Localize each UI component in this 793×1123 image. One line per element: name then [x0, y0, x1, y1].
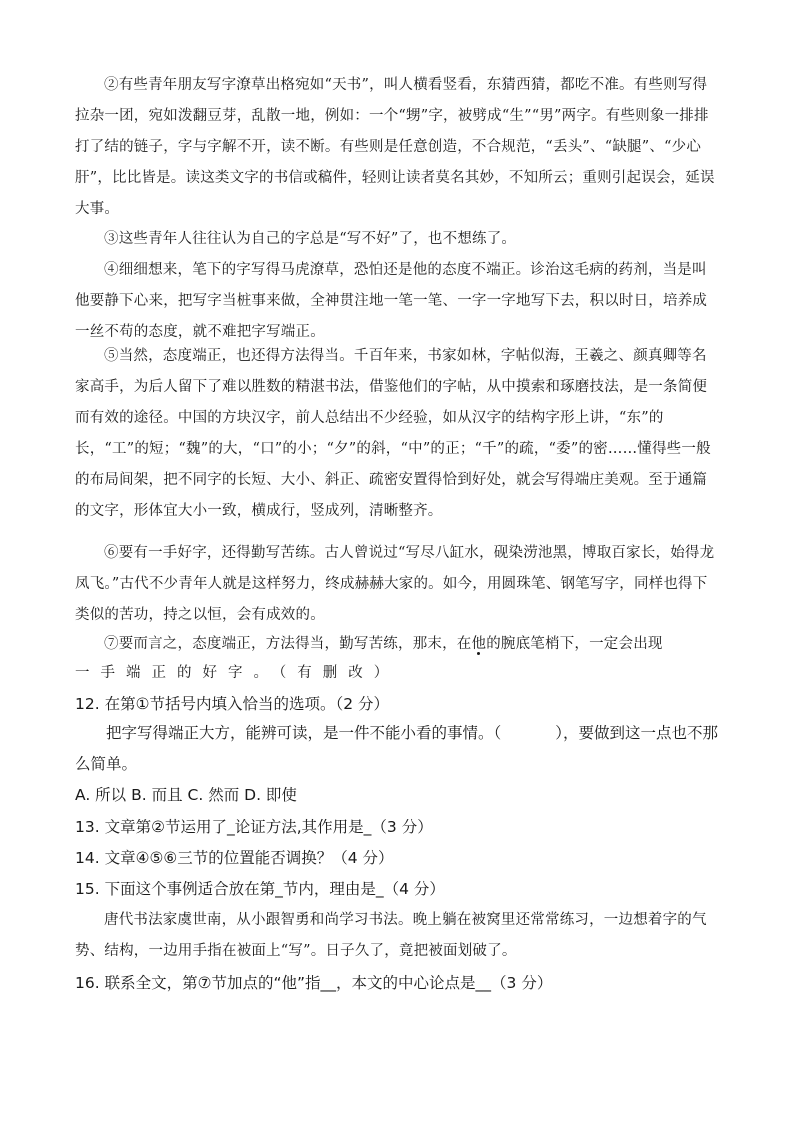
question-12-options: A. 所以 B. 而且 C. 然而 D. 即使	[75, 786, 297, 804]
paragraph-7-text-b: 的腕底笔梢下，一定会出现	[486, 636, 663, 652]
passage-paragraph-2: ②有些青年朋友写字潦草出格宛如“天书”，叫人横看竖看，东猜西猜，都吃不准。有些则写得拉杂一团，宛如泼翻豆芽，乱散一地，例如：一个“甥”字，被劈成“生”“男”两字。有些则象一排排打了结的链子，字与字解不开，读不断。有些则是任意创造，不合规范，“丢头”、“缺腿”、“少心肝”，比比皆是。读这类文字的书信或稿件，轻则让读者莫名其妙，不知所云；重则引起误会，延误大事。	[75, 77, 715, 217]
question-15: 15. 下面这个事例适合放在第_节内，理由是_（4 分）	[75, 880, 445, 898]
passage-paragraph-7	[75, 629, 715, 660]
question-13: 13. 文章第②节运用了_论证方法,其作用是_（3 分）	[75, 818, 433, 836]
passage-paragraph-3: ③这些青年人往往认为自己的字总是“写不好”了，也不想练了。	[104, 231, 517, 247]
passage-paragraph-6: ⑥要有一手好字，还得勤写苦练。古人曾说过“写尽八缸水，砚染涝池黑，博取百家长，始得龙凤飞。”古代不少青年人就是这样努力，终成赫赫大家的。如今，用圆珠笔、钢笔写字，同样也得下类似的苦功，持之以恒，会有成效的。	[75, 545, 715, 623]
passage-paragraph-5: ⑤当然，态度端正，也还得方法得当。千百年来，书家如林，字帖似海，王羲之、颜真卿等名家高手，为后人留下了难以胜数的精湛书法，借鉴他们的字帖，从中摸索和琢磨技法，是一条简便而有效的途径。中国的方块汉字，前人总结出不少经验，如从汉字的结构字形上讲，“东”的长，“工”的短；“魏”的大，“口”的小；“夕”的斜，“中”的正；“千”的疏，“委”的密……懂得些一般的布局间架，把不同字的长短、大小、斜正、疏密安置得恰到好处，就会写得端庄美观。至于通篇的文字，形体宜大小一致，横成行，竖成列，清晰整齐。	[75, 348, 711, 519]
question-15-example: 唐代书法家虞世南，从小跟智勇和尚学习书法。晚上躺在被窝里还常常练习，一边想着字的气势、结构，一边用手指在被面上“写”。日子久了，竟把被面划破了。	[75, 912, 707, 959]
q12-stem-b: ），要做到这一点也不那么简单。	[75, 724, 719, 773]
question-16: 16. 联系全文，第⑦节加点的“他”指__，本文的中心论点是__（3 分）	[75, 974, 553, 992]
paragraph-7-text-a: ⑦要而言之，态度端正，方法得当，勤写苦练，那末，在	[104, 636, 472, 652]
passage-paragraph-7-last-line: 一手端正的好字。（有删改）	[75, 665, 400, 681]
question-12: 12. 在第①节括号内填入恰当的选项。（2 分）	[75, 695, 390, 713]
passage-paragraph-4: ④细细想来，笔下的字写得马虎潦草，恐怕还是他的态度不端正。诊治这毛病的药剂，当是叫他要静下心来，把写字当桩事来做，全神贯注地一笔一笔、一字一字地写下去，积以时日，培养成一丝不苟的态度，就不难把字写端正。	[75, 262, 708, 340]
question-14: 14. 文章④⑤⑥三节的位置能否调换？（4 分）	[75, 849, 394, 867]
dotted-word-he: 他	[471, 636, 487, 652]
q12-stem-a: 把字写得端正大方，能辨可读，是一件不能小看的事情。（	[106, 724, 502, 742]
question-12-stem	[75, 718, 720, 780]
